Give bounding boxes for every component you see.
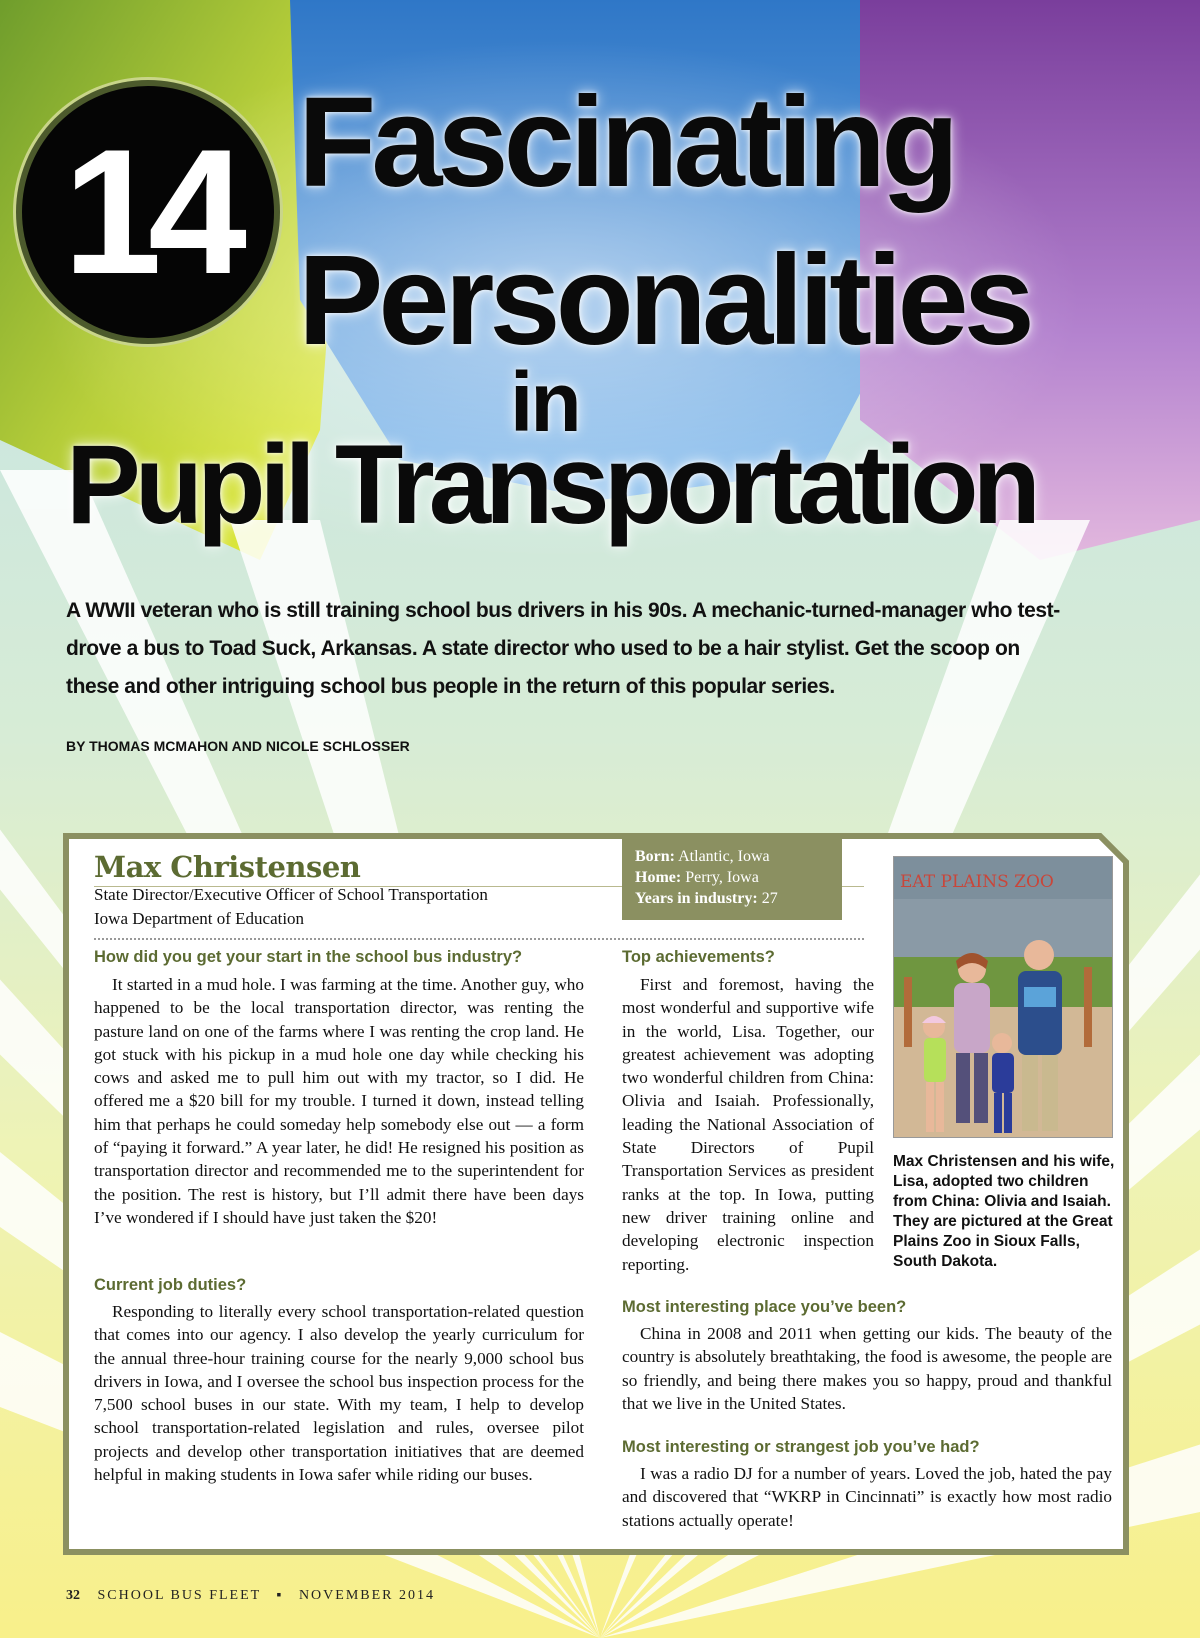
page-number: 32: [66, 1588, 80, 1603]
answer-achievements: First and foremost, having the most wonderful and supportive wife in the world, Lisa. Together, our greatest achievement was adopting two wonderful children from China: Olivia and Isaiah. Professionally, leading the National Association of State Directors of Pupil Transportation Services as president ranks at the top. In Iowa, putting new driver training online and developing electronic inspection reporting.: [622, 975, 874, 1274]
fact-years: [635, 888, 842, 909]
profile-organization: Iowa Department of Education: [94, 909, 305, 928]
photo-caption: Max Christensen and his wife, Lisa, adopted two children from China: Olivia and Isaiah. They are pictured at the Great Plains Zoo in Sioux Falls, South Dakota.: [893, 1153, 1115, 1270]
question-start: How did you get your start in the school bus industry?: [94, 948, 523, 966]
footer-separator: ▪: [276, 1588, 284, 1603]
family-photo: [893, 856, 1113, 1138]
badge-number: 14: [63, 112, 233, 311]
issue-date: NOVEMBER 2014: [298, 1588, 435, 1603]
headline-line-2: Personalities: [298, 229, 1030, 372]
question-duties: Current job duties?: [94, 1276, 247, 1294]
dotted-divider: [94, 938, 864, 940]
profile-position: State Director/Executive Officer of School Transportation: [94, 885, 488, 904]
answer-start: It started in a mud hole. I was farming at the time. Another guy, who happened to be the local transportation director, was renting the pasture land on one of the farms where I was renting the crop land. He got stuck with his pickup in a mud hole one day while checking his cows and asked me to pull him out with my tractor, so I did. He offered me a $20 bill for my trouble. I turned it down, instead telling him that perhaps he could someday help somebody else out — a form of “paying it forward.” A year later, he did! He resigned his position as transportation director and recommended me to the superintendent for the position. The rest is history, but I’ll admit there have been days I’ve wondered if I should have just taken the $20!: [94, 975, 584, 1227]
fact-home: [635, 867, 842, 888]
answer-place: China in 2008 and 2011 when getting our kids. The beauty of the country is absolutely breathtaking, the food is awesome, the people are so friendly, and being there makes you so happy, proud and thankful that we live in the United States.: [622, 1324, 1112, 1413]
answer-duties: Responding to literally every school transportation-related question that comes into our agency. I also develop the yearly curriculum for the annual three-hour training course for the nearly 9,000 school bus drivers in Iowa, and I oversee the school bus inspection process for the 7,500 school buses in our state. With my team, I help to develop school transportation-related legislation and rules, oversee pilot projects and develop other transportation initiatives that are deemed helpful in making students in Iowa safer while riding our buses.: [94, 1302, 584, 1485]
headline-line-3: in: [510, 355, 579, 449]
headline-line-1: Fascinating: [298, 71, 955, 214]
headline-line-4: Pupil Transportation: [66, 422, 1035, 547]
facts-box: [622, 836, 842, 920]
fact-born-label: Born:: [635, 848, 675, 865]
page-footer: [66, 1588, 435, 1604]
family-photo-illustration: [894, 857, 1112, 1137]
fact-years-label: Years in industry:: [635, 890, 758, 907]
magazine-name: SCHOOL BUS FLEET: [97, 1588, 261, 1603]
question-achievements: Top achievements?: [622, 948, 775, 966]
fact-years-value: 27: [761, 890, 778, 907]
fact-born-value: Atlantic, Iowa: [678, 848, 770, 865]
fact-born: [635, 846, 842, 867]
byline: BY THOMAS MCMAHON AND NICOLE SCHLOSSER: [66, 738, 410, 754]
answer-job: I was a radio DJ for a number of years. Loved the job, hated the pay and discovered that “WKRP in Cincinnati” is exactly how most radio stations actually operate!: [622, 1464, 1112, 1530]
profile-name: Max Christensen: [94, 850, 361, 884]
fact-home-label: Home:: [635, 869, 682, 886]
question-place: Most interesting place you’ve been?: [622, 1298, 907, 1316]
fact-home-value: Perry, Iowa: [685, 869, 759, 886]
zoo-sign-text: EAT PLAINS ZOO: [900, 872, 1054, 892]
intro-deck: A WWII veteran who is still training school bus drivers in his 90s. A mechanic-turned-manager who test-drove a bus to Toad Suck, Arkansas. A state director who used to be a hair stylist. Get the scoop on these and other intriguing school bus people in the return of this popular series.: [66, 599, 1060, 698]
question-job: Most interesting or strangest job you’ve had?: [622, 1438, 980, 1456]
